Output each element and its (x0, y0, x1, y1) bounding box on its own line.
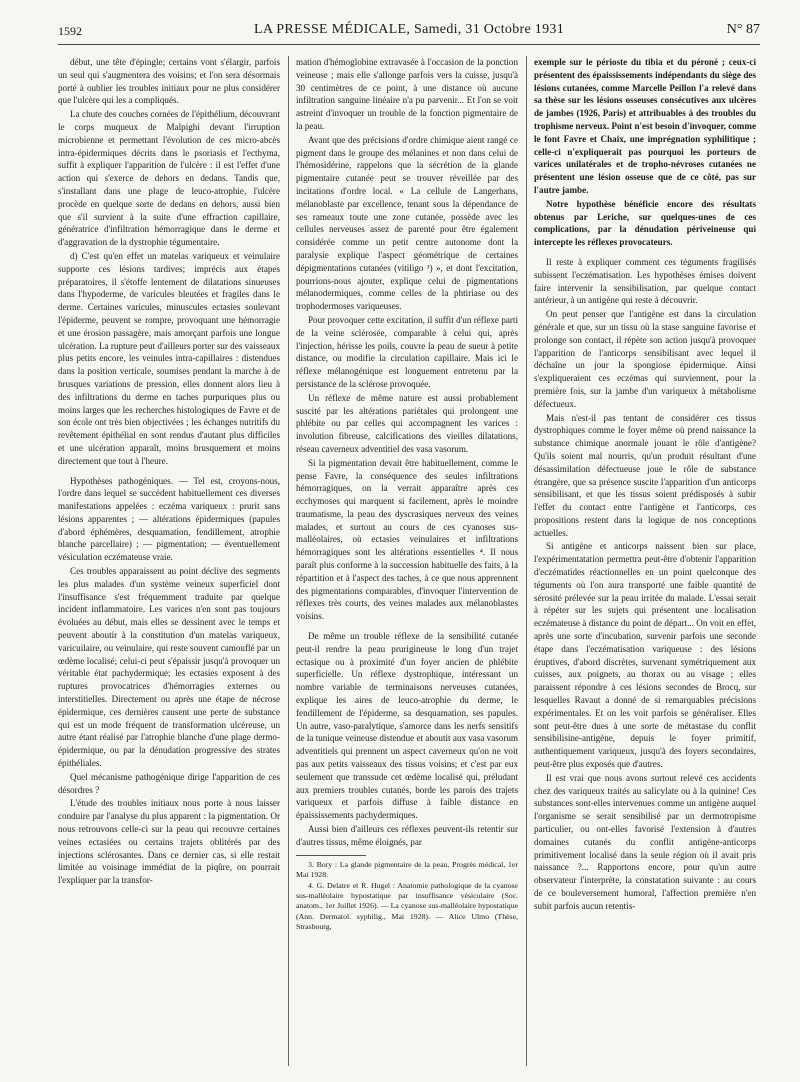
paragraph: Aussi bien d'ailleurs ces réflexes peuvent-ils retentir sur d'autres tissus, même éloignés, par (296, 824, 518, 847)
column-2 (296, 56, 518, 1066)
page-header (58, 22, 760, 42)
paragraph: Il est vrai que nous avons surtout relevé ces accidents chez des variqueux traités au salicylate ou à la quinine! Ces substances sont-elles intervenues comme un antigène auquel l'organisme se serait sensibilisé par un dermotropisme particulier, ou ont-elles favorisé l'extension à d'autres domaines cutanés du conflit antigène-anticorps primitivement localisé dans la seule région où il avait pris naissance ?... Rapportons encore, pour qu'un autre observateur l'interprète, la constatation suivante : au cours de ce bouleversement humoral, l'affection première n'en subit parfois aucun retentis- (534, 772, 756, 911)
paragraph: Si antigène et anticorps naissent bien sur place, l'expérimentatation permettra peut-être d'obtenir l'apparition d'eczématides réactionnelles en un point quelconque des téguments où l'on aura transporté une faible quantité de sérosité prélevée sur la peau irritée du malade. L'essai serait à répéter sur les sujets qui présentent une localisation eczémateuse à distance du point de départ... On voit en effet, après une sorte d'incubation, survenir parfois une seconde étape dans l'eczématisation variqueuse : des lésions éruptives, d'abord discrètes, survenant symétriquement aux cuisses, aux poignets, au thorax ou au visage ; elles paraissent répondre à ces lésions secondes de Brocq, sur lesquelles Ravaut a donné de si remarquables précisions expérimentales. Et on les voit parfois se généraliser. Elles sont peut-être dues à une sorte de métastase du conflit sensibilisine-antigène, depuis le foyer primitif, authentiquement variqueux, jusqu'à des foyers secondaires, peut-être plus exposés que d'autres. (534, 541, 756, 770)
column-1 (58, 56, 280, 1066)
issue-number: N° 87 (726, 22, 760, 37)
paragraph: Si la pigmentation devait être habituellement, comme le pense Favre, la conséquence des seules infiltrations hémorragiques, on la verrait apparaître après ces ecchymoses qui marquent si facilement, après le moindre traumatisme, la peau des dyscrasiques nerveux des veines malades, et surtout au cours de ces cyanoses sus-malléolaires, où ectasies veinulaires et infiltrations hémorragiques sont les altérations essentielles ⁴. Il nous paraît plus conforme à la succession habituelle des faits, à la répartition et à l'aspect des taches, à ce que nous apprennent des pigmentations comparables, d'invoquer l'intervention de réflexes très courts, des veines malades aux mélanoblastes voisins. (296, 457, 518, 622)
paragraph: Quel mécanisme pathogénique dirige l'apparition de ces désordres ? (58, 771, 280, 795)
paragraph: d) C'est qu'en effet un matelas variqueux et veinulaire supporte ces lésions tardives; imprécis aux étapes préparatoires, il s'étoffe lentement de dilatations sinueuses dans l'hypoderme, de varicules bleutées et fragiles dans le derme. Certaines varicules, minuscules ectasies soulevant l'épiderme, peuvent se rompre, provoquant une hémorragie et une érosion passagère, mais amorçant parfois une longue ulcération. La rupture peut d'ailleurs porter sur des vaisseaux plus petits encore, les veinules intra-capillaires : distendues dans la position verticale, soumises pendant la marche à de brusques variations de pression, elles donnent alors lieu à des infiltrations du derme en taches purpuriques plus ou moins larges que les recherches histologiques de Favre et de son école ont très bien objectivées ; les échanges nutritifs du revêtement épithélial en sont rendus d'autant plus difficiles et une ulcération apparaît, moins brusquement et moins directement que tout à l'heure. (58, 250, 280, 466)
paragraph: début, une tête d'épingle; certains vont s'élargir, parfois un seul qui s'augmentera des voisins; et l'on sera désormais porté à oublier les troubles initiaux pour ne plus considérer que l'ulcère qui les a compliqués. (58, 57, 280, 106)
paragraph: Un réflexe de même nature est aussi probablement suscité par les altérations pariétales qui prolongent une phlébite ou par celles qui accompagnent les varices : involution fibreuse, calcifications des vieilles dilatations, réseau caverneux adventitiel des vasa vasorum. (296, 392, 518, 454)
paragraph: Ces troubles apparaissent au point déclive des segments les plus malades d'un système veineux superficiel dont l'insuffisance s'est fréquemment traduite par quelque incident inflammatoire. Les varices n'en sont pas toujours évoluées au début, mais elles se dessinent avec le temps et peuvent aboutir à la constitution d'un matelas variqueux, varicuilaire, ou veinulaire, qui reste souvent camouflé par un œdème localisé; celui-ci peut s'épaissir jusqu'à provoquer un véritable état pachydermique; les ectasies exposent à des ruptures provocatrices d'hémorragies externes ou interstitielles. Directement ou après une étape de nécrose épidermique, ces dernières causent une perte de substance qui est un mode fréquent de transformation ulcéreuse, un autre étant réalisé par l'atrophie blanche d'une plage dermo-épidermique, ou par la dénudation progressive des strates épithéliales. (58, 566, 280, 769)
paragraph: Pour provoquer cette excitation, il suffit d'un réflexe parti de la veine sclérosée, comparable à celui qui, après l'injection, hérisse les poils, couvre la peau de sueur à petite distance, ou modifie la circulation capillaire. Mais ici le réflexe mélanogénique est longuement entretenu par la persistance de la sclérose provoquée. (296, 314, 518, 389)
footnote-rule (296, 855, 366, 856)
paragraph: La chute des couches cornées de l'épithélium, découvrant le corps muqueux de Malpighi devant l'irruption microbienne et permettant l'évolution de ces micro-abcès intra-épidermiques décrits dans le psoriasis et l'ecthyma, suffit à expliquer l'apparition de l'ulcère : il est l'effet d'une action qui s'exerce de dehors en dedans. Tandis que, s'installant dans une plage de leuco-atrophie, l'ulcère procède en quelque sorte de dedans en dehors, aussi bien que s'il survient à la suite d'une effraction capillaire, génératrice d'infiltration hémorragique dans le derme et d'aggravation de la dystrophie tégumentaire. (58, 109, 280, 248)
paragraph: On peut penser que l'antigène est dans la circulation générale et que, sur un tissu où la stase sanguine favorise et prolonge son contact, il répète son action jusqu'à provoquer l'apparition de l'anticorps sensibilisant avec lequel il déchaîne un jour la spongiose épidermique. Ainsi s'expliqueraient ces eczémas qui surviennent, pour la première fois, sur la jambe d'un variqueux à métabolisme défectueux. (534, 309, 756, 409)
paragraph: mation d'hémoglobine extravasée à l'occasion de la ponction veineuse ; mais elle s'allonge parfois vers la cuisse, jusqu'à 30 centimètres de ce point, à une distance où aucune infiltration sanguine linéaire n'a pu parvenir... Et l'on se voit astreint d'invoquer un trouble de la fonction pigmentaire de la peau. (296, 57, 518, 131)
column-3 (534, 56, 756, 1066)
paragraph: Il reste à expliquer comment ces téguments fragilisés subissent l'eczématisation. Les hypothèses émises doivent faire intervenir la sensibilisation, par quelque contact antérieur, à un antigène qui reste à découvrir. (534, 256, 756, 306)
header-rule (58, 44, 760, 45)
page-number: 1592 (58, 24, 82, 38)
paragraph: Avant que des précisions d'ordre chimique aient rangé ce pigment dans le groupe des mélanines et non dans celui de l'hémosidérine, rappelons que la sécrétion de la glande pigmentaire cutanée peut se trouver réveillée par des incitations d'ordre local. « La cellule de Langerhans, mélanoblaste par excellence, tenant sous la dépendance de ses rameaux toute une zone cutanée, possède avec les cellules nerveuses assez de parenté pour être également considérée comme un petit centre autonome dont la paralysie explique l'aspect géométrique de certaines dépigmentations cutanées (vitiligo ³) », et dont l'excitation, pourrions-nous ajouter, explique celui de pigmentations mélanodermiques, comme celles de la phtiriase ou des trophodermoses variqueuses. (296, 134, 518, 312)
paragraph: Mais n'est-il pas tentant de considérer ces tissus dystrophiques comme le foyer même où prend naissance la substance chimique anormale jouant le rôle d'antigène? Qu'ils soient mal nourris, qu'un produit résultant d'une désassimilation défectueuse joue le rôle de substance étrangère, que sa présence suscite l'apparition d'un anticorps sensibilisant, et que les tissus soient prédisposés à subir l'effet du contact entre l'antigène et l'anticorps, ces propositions restent dans la logique de nos conceptions actuelles. (534, 412, 756, 538)
paragraph: De même un trouble réflexe de la sensibilité cutanée peut-il rendre la peau prurigineuse le long d'un trajet ectasique ou à proximité d'un foyer ancien de phlébite superficielle. Un réflexe dystrophique, intéressant un nombre variable de terminaisons nerveuses cutanées, explique les aires de leuco-atrophie du derme, le fendillement de l'épiderme, sa desquamation, ses papules. Un autre, vaso-paralytique, s'amorce dans les nerfs sensitifs de la tunique veineuse distendue et aboutit aux vasa vasorum adventitiels qui prennent un aspect caverneux qu'on ne voit pas aux petits vaisseaux des tissus voisins; et c'est par eux seulement que transsude cet œdème localisé qui, préludant aux premiers troubles cutanés, borde les parois des trajets variqueux et parfois diffuse à faible distance en épaississements pachydermiques. (296, 631, 518, 821)
paragraph: L'étude des troubles initiaux nous porte à nous laisser conduire par l'analyse du plus apparent : la pigmentation. Or nous retrouvons celle-ci sur la peau qui recouvre certaines veines ectasiées ou certains trajets oblitérés par des injections sclérosantes. Dans ce dernier cas, si elle restait limitée au voisinage immédiat de la piqûre, on pourrait l'expliquer par la transfor- (58, 798, 280, 886)
footnote: 3. Bory : La glande pigmentaire de la peau, Progrès médical, 1er Mai 1928. (296, 859, 518, 879)
column-divider (526, 56, 527, 1066)
footnote: 4. G. Delatre et R. Hugel : Anatomie pathologique de la cyanose sus-malléolaire hypostatique par insuffisance vésiculaire (Soc. anatom., 1er Juillet 1926). — La cyanose sus-malléolaire hypostatique (Ann. Dermatol. syphilig., Mai 1928). — Alice Ulmo (Thèse, Strasbourg, (296, 881, 518, 931)
paragraph: Notre hypothèse bénéficie encore des résultats obtenus par Leriche, sur quelques-unes de ces complications, par la dénudation périveineuse qui intercepte les réflexes provocateurs. (534, 198, 756, 248)
paragraph: Hypothèses pathogéniques. — Tel est, croyons-nous, l'ordre dans lequel se succèdent habituellement ces diverses manifestations appelées : eczéma variqueux : prurit sans lésions apparentes ; — altérations épidermiques (papules d'abord éphémères, desquamation, fendillement, atrophie blanche parcellaire) ; — pigmentation; — éventuellement vésiculation eczémateuse vraie. (58, 475, 280, 563)
journal-title: LA PRESSE MÉDICALE, Samedi, 31 Octobre 1931 (254, 22, 564, 37)
paragraph: exemple sur le périoste du tibia et du péroné ; ceux-ci présentent des épaississements indépendants du siège des lésions cutanées, comme Marcelle Peillon l'a relevé dans sa thèse sur les lésions osseuses consécutives aux ulcères de jambes (1926, Paris) et attribuables à des troubles du trophisme nerveux. Point n'est besoin d'invoquer, comme le font Favre et Chaix, une imprégnation syphilitique ; celle-ci n'expliquerait pas pourquoi les porteurs de varices unilatérales et de tropho-névroses cutanées ne présentent une lésion osseuse que de ce côté, pas sur l'autre jambe. (534, 57, 756, 195)
column-divider (288, 56, 289, 1066)
